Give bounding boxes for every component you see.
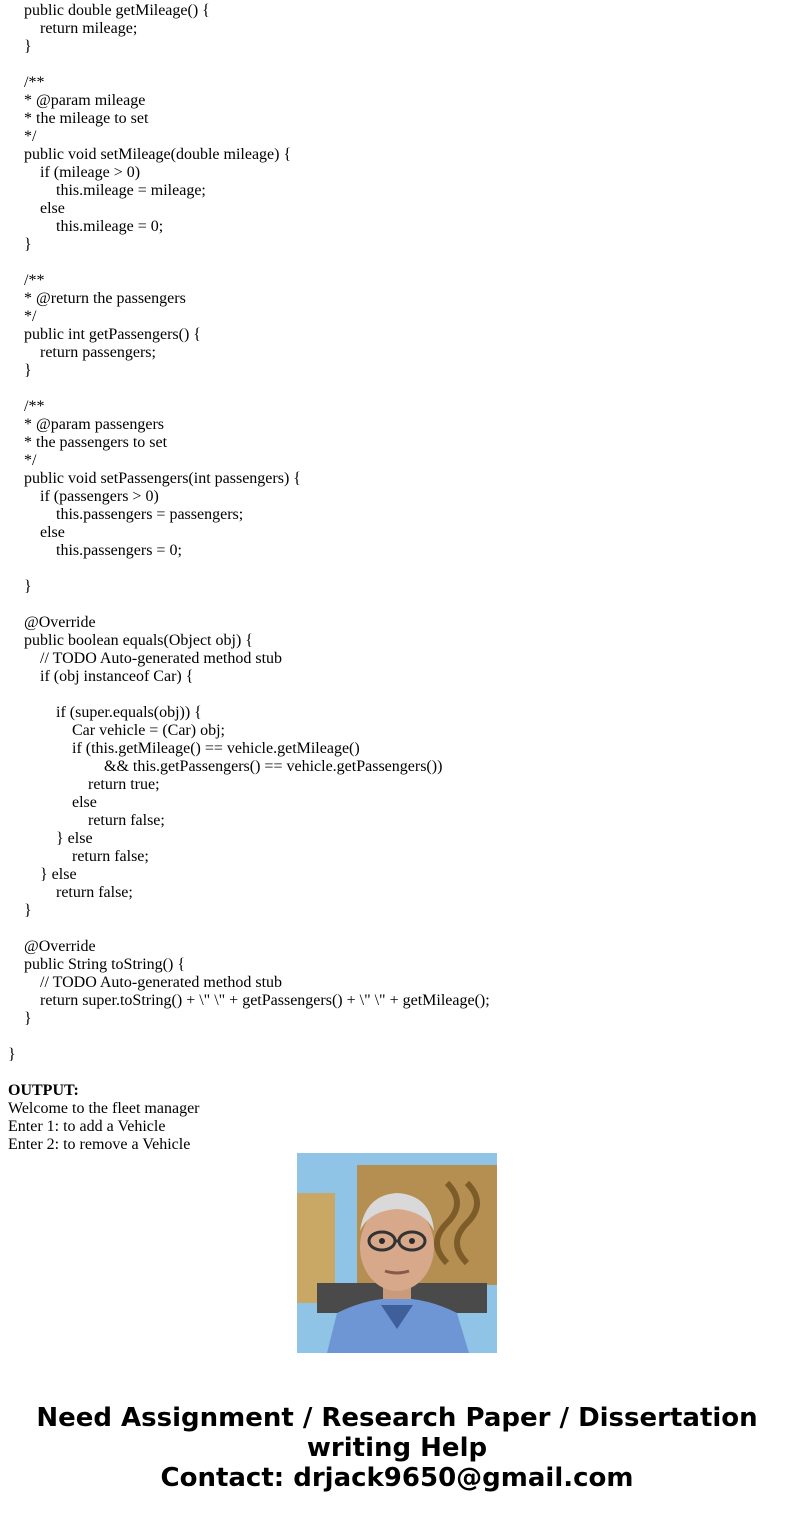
author-avatar bbox=[297, 1153, 497, 1353]
code-line: return super.toString() + \" \" + getPassengers() + \" \" + getMileage(); bbox=[8, 992, 490, 1009]
output-heading-text: OUTPUT: bbox=[8, 1082, 79, 1099]
code-line: return passengers; bbox=[8, 344, 156, 361]
code-line: * @param passengers bbox=[8, 416, 165, 433]
code-line: if (this.getMileage() == vehicle.getMileage() bbox=[8, 740, 360, 757]
code-line: * the passengers to set bbox=[8, 434, 168, 451]
code-line: public void setPassengers(int passengers) { bbox=[8, 470, 301, 487]
code-line: if (passengers > 0) bbox=[8, 488, 159, 505]
code-line: */ bbox=[8, 452, 37, 469]
code-line: return true; bbox=[8, 776, 160, 793]
code-line: } else bbox=[8, 830, 93, 847]
code-line: return mileage; bbox=[8, 20, 138, 37]
code-line: this.passengers = passengers; bbox=[8, 506, 244, 523]
code-line: // TODO Auto-generated method stub bbox=[8, 650, 283, 667]
code-line: public int getPassengers() { bbox=[8, 326, 201, 343]
output-line: Welcome to the fleet manager bbox=[8, 1100, 200, 1117]
code-line: public String toString() { bbox=[8, 956, 186, 973]
code-line: * the mileage to set bbox=[8, 110, 149, 127]
output-lines bbox=[8, 1100, 788, 1154]
code-line: } bbox=[8, 236, 32, 253]
code-line: && this.getPassengers() == vehicle.getPassengers()) bbox=[8, 758, 443, 775]
person-photo-icon bbox=[297, 1153, 497, 1353]
code-line: else bbox=[8, 794, 97, 811]
code-line: else bbox=[8, 200, 65, 217]
code-line: * @return the passengers bbox=[8, 290, 186, 307]
code-line bbox=[8, 254, 788, 272]
code-line: @Override bbox=[8, 614, 96, 631]
code-listing bbox=[8, 2, 788, 1153]
code-line bbox=[8, 686, 788, 704]
code-line bbox=[8, 1064, 788, 1082]
code-line: /** bbox=[8, 398, 45, 415]
output-line: Enter 2: to remove a Vehicle bbox=[8, 1136, 191, 1153]
code-line: if (mileage > 0) bbox=[8, 164, 141, 181]
code-line: else bbox=[8, 524, 65, 541]
output-heading bbox=[8, 1082, 788, 1100]
code-line: /** bbox=[8, 272, 45, 289]
code-line: return false; bbox=[8, 884, 133, 901]
code-line bbox=[8, 560, 788, 578]
code-line: this.mileage = mileage; bbox=[8, 182, 206, 199]
code-line: } bbox=[8, 1046, 16, 1063]
code-line: public double getMileage() { bbox=[8, 2, 210, 19]
code-line bbox=[8, 56, 788, 74]
banner-contact[interactable]: Contact: drjack9650@gmail.com bbox=[160, 1463, 634, 1493]
code-line: } bbox=[8, 362, 32, 379]
code-line: Car vehicle = (Car) obj; bbox=[8, 722, 225, 739]
output-line: Enter 1: to add a Vehicle bbox=[8, 1118, 166, 1135]
code-line: } bbox=[8, 578, 32, 595]
code-line: */ bbox=[8, 128, 37, 145]
code-line: return false; bbox=[8, 812, 165, 829]
code-line: * @param mileage bbox=[8, 92, 146, 109]
code-line: */ bbox=[8, 308, 37, 325]
code-line: public void setMileage(double mileage) { bbox=[8, 146, 292, 163]
code-line bbox=[8, 380, 788, 398]
code-line bbox=[8, 920, 788, 938]
code-line: @Override bbox=[8, 938, 96, 955]
code-line: public boolean equals(Object obj) { bbox=[8, 632, 253, 649]
code-line: } bbox=[8, 1010, 32, 1027]
code-line: /** bbox=[8, 74, 45, 91]
code-line bbox=[8, 1028, 788, 1046]
code-line: this.mileage = 0; bbox=[8, 218, 164, 235]
code-line: return false; bbox=[8, 848, 149, 865]
code-lines bbox=[8, 2, 788, 1082]
code-line: } else bbox=[8, 866, 77, 883]
code-line: this.passengers = 0; bbox=[8, 542, 182, 559]
code-line bbox=[8, 596, 788, 614]
code-line: if (super.equals(obj)) { bbox=[8, 704, 202, 721]
banner-line-2: writing Help bbox=[306, 1433, 488, 1463]
code-line: if (obj instanceof Car) { bbox=[8, 668, 194, 685]
contact-banner bbox=[0, 1403, 794, 1493]
code-line: // TODO Auto-generated method stub bbox=[8, 974, 283, 991]
code-line: } bbox=[8, 38, 32, 55]
banner-line-1: Need Assignment / Research Paper / Dissertation bbox=[36, 1403, 758, 1433]
code-line: } bbox=[8, 902, 32, 919]
